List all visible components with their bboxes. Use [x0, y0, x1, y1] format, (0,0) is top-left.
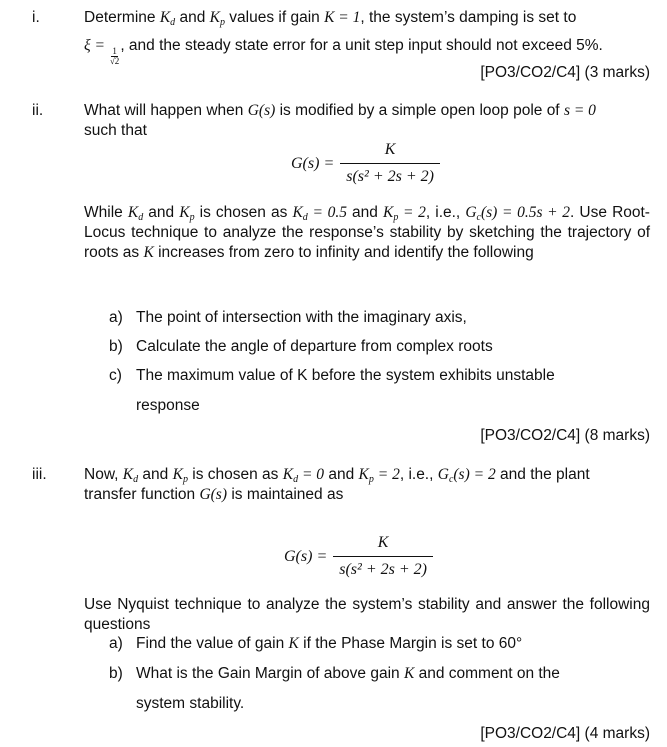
question-ii-item-c: c) The maximum value of K before the system exhibits unstable	[109, 367, 555, 384]
question-ii-paragraph: While $K_d$ and $K_p$ is chosen as $K_d = 0.5$ and $K_p = 2$, i.e., $G_c(s) = 0.5s + 2$. Use Root-Locus technique to analyze the response’s stability by sketching the trajectory of roots as K increases from zero to infinity and identify the following	[84, 204, 650, 261]
question-number-ii: ii.	[32, 102, 44, 119]
question-ii-intro: What will happen when G(s) is modified by a simple open loop pole of s = 0 such that	[84, 102, 596, 139]
question-iii-paragraph: Use Nyquist technique to analyze the system’s stability and answer the following questions	[84, 596, 650, 633]
question-iii-item-b: b) What is the Gain Margin of above gain K and comment on the	[109, 665, 560, 682]
question-iii-intro: Now, $K_d$ and $K_p$ is chosen as $K_d = 0$ and $K_p = 2$, i.e., $G_c(s) = 2$ and the plant transfer function G(s) is maintained as	[84, 466, 590, 503]
question-i-line-1: Determine $K_d$ and $K_p$ values if gain K = 1, the system’s damping is set to	[84, 9, 577, 28]
question-number-iii: iii.	[32, 466, 47, 483]
question-iii-item-a: a) Find the value of gain K if the Phase Margin is set to 60°	[109, 635, 523, 652]
question-ii-item-c-continued: response	[136, 397, 200, 414]
question-number-i: i.	[32, 9, 40, 26]
question-ii-item-a: a) The point of intersection with the imaginary axis,	[109, 309, 467, 326]
question-iii-transfer-function: G(s) = $\frac{K}{\text{s(s² + 2s + 2)}}$	[284, 533, 433, 580]
question-iii-marks: [PO3/CO2/C4] (4 marks)	[480, 725, 650, 742]
question-i-marks: [PO3/CO2/C4] (3 marks)	[480, 64, 650, 81]
question-iii-item-b-continued: system stability.	[136, 695, 245, 712]
question-ii-marks: [PO3/CO2/C4] (8 marks)	[480, 427, 650, 444]
question-ii-item-b: b) Calculate the angle of departure from complex roots	[109, 338, 493, 355]
question-i-line-2: ξ = $\frac{1}{√2}$ , and the steady state error for a unit step input should not exceed 5%.	[84, 37, 603, 66]
question-ii-transfer-function: G(s) = $\frac{K}{\text{s(s² + 2s + 2)}}$	[291, 140, 440, 187]
